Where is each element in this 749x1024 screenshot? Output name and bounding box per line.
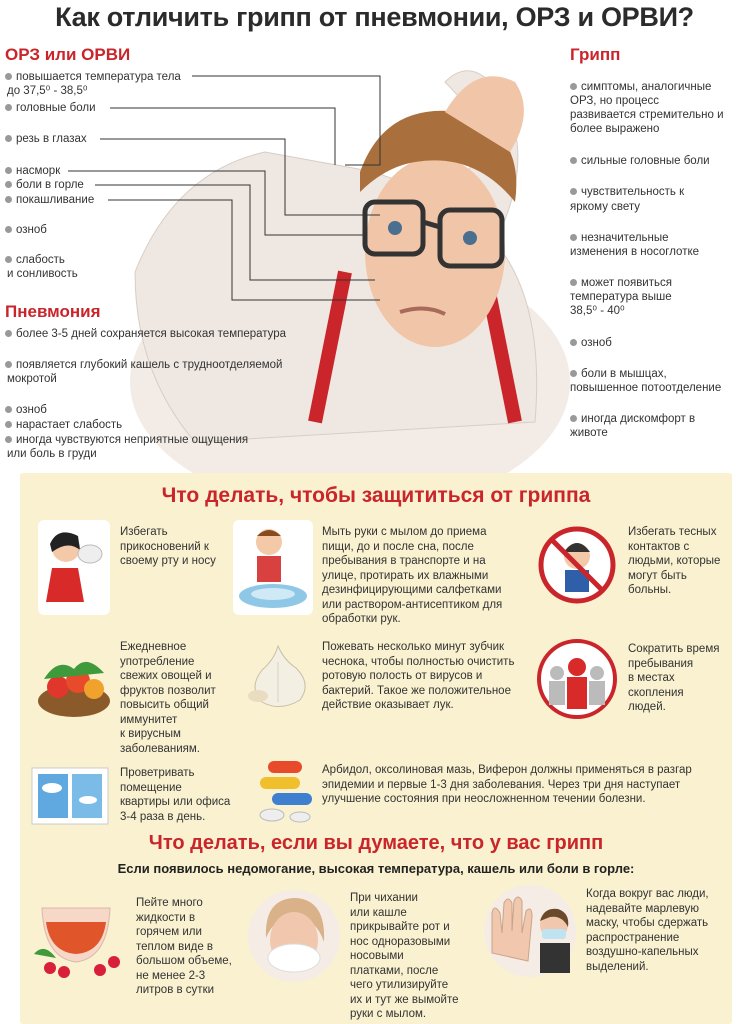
crowd-avoid-sign-icon xyxy=(535,637,619,721)
flu-item: чувствительность к xyxy=(570,185,684,199)
flu-item: озноб xyxy=(570,336,612,350)
boy-washing-hands-icon xyxy=(233,520,313,615)
ifflu-title: Что делать, если вы думаете, что у вас грипп xyxy=(148,832,604,854)
flu-item: сильные головные боли xyxy=(570,154,710,168)
flu-item: 38,5⁰ - 40⁰ xyxy=(570,305,625,317)
woman-with-mask-icon xyxy=(478,883,582,979)
flu-item: более выражено xyxy=(570,123,660,135)
flu-item: яркому свету xyxy=(570,201,641,213)
pneumonia-item: иногда чувствуются неприятные ощущения xyxy=(5,433,248,447)
page-title: Как отличить грипп от пневмонии, ОРЗ и ОРВИ? xyxy=(55,2,694,32)
tip-garlic: Пожевать несколько минут зубчик чеснока, чтобы полностью очистить ротовую полость от вирусов и бактерий. Такое же положительное действие оказывает лук. xyxy=(322,641,515,711)
flu-item: боли в мышцах, xyxy=(570,367,667,381)
tip-wash-hands: Мыть руки с мылом до приема пищи, до и после сна, после пребывания в транспорте и на улице, протирать их влажными дезинфицирующими салфетками или раствором-антисептиком для обработки рук. xyxy=(322,526,503,625)
orz-item: боли в горле xyxy=(5,178,84,192)
orz-heading: ОРЗ или ОРВИ xyxy=(5,45,131,64)
pneumonia-item: мокротой xyxy=(7,373,57,385)
flu-item: симптомы, аналогичные xyxy=(570,80,711,94)
pneumonia-item: более 3-5 дней сохраняется высокая температура xyxy=(5,327,286,341)
orz-item: головные боли xyxy=(5,101,96,115)
flu-item: животе xyxy=(570,427,608,439)
open-window-icon xyxy=(30,766,110,826)
flu-item: повышенное потоотделение xyxy=(570,382,722,394)
flu-heading: Грипп xyxy=(570,45,621,64)
vegetables-bowl-icon xyxy=(34,643,114,725)
flu-item: может появиться xyxy=(570,276,672,290)
tip-avoid-touching: Избегать прикосновений к своему рту и носу xyxy=(120,526,216,567)
orz-item: слабость xyxy=(5,253,65,267)
tip-fresh-vegetables: Ежедневное употребление свежих овощей и фруктов позволит повысить общий иммунитет к вирусным заболеваниям. xyxy=(120,641,216,755)
flu-item: незначительные xyxy=(570,231,669,245)
protect-title: Что делать, чтобы защититься от гриппа xyxy=(161,484,591,507)
flu-item: иногда дискомфорт в xyxy=(570,412,695,426)
orz-item: и сонливость xyxy=(7,268,78,280)
flu-item: развивается стремительно и xyxy=(570,109,724,121)
tip-antiviral-drugs: Арбидол, оксолиновая мазь, Виферон должны применяться в разгар эпидемии и первые 1-3 дня заболевания. Через три дня наступает улучшение состояния при неосложненном течении болезни. xyxy=(322,764,692,805)
flu-item: температура выше xyxy=(570,291,672,303)
pneumonia-item: озноб xyxy=(5,403,47,417)
ifflu-subtitle: Если появилось недомогание, высокая температура, кашель или боли в горле: xyxy=(117,861,635,876)
orz-item: резь в глазах xyxy=(5,132,87,146)
orz-item: повышается температура тела xyxy=(5,70,181,84)
tip-drink-fluids: Пейте много жидкости в горячем или теплом виде в большом объеме, не менее 2-3 литров в сутки xyxy=(136,897,232,996)
no-contact-sign-icon xyxy=(537,520,617,610)
tip-avoid-contacts: Избегать тесных контактов с людьми, которые могут быть больны. xyxy=(628,526,721,596)
pneumonia-item: появляется глубокий кашель с трудноотделяемой xyxy=(5,358,282,372)
tip-wear-mask: Когда вокруг вас люди, надевайте марлевую маску, чтобы сдержать распространение воздушно-капельных выделений. xyxy=(586,888,709,973)
tea-cup-icon xyxy=(30,888,130,980)
tip-ventilate: Проветривать помещение квартиры или офиса 3-4 раза в день. xyxy=(120,767,231,823)
garlic-icon xyxy=(240,640,318,710)
flu-item: ОРЗ, но процесс xyxy=(570,95,660,107)
pneumonia-item: или боль в груди xyxy=(7,448,97,460)
woman-sneezing-tissue-icon xyxy=(246,888,342,984)
orz-item: насморк xyxy=(5,164,60,178)
tip-cover-mouth: При чихании или кашле прикрывайте рот и нос одноразовыми носовыми платками, после чего утилизируйте их и тут же вымойте руки с мылом. xyxy=(350,892,459,1020)
flu-item: изменения в носоглотке xyxy=(570,246,700,258)
orz-item: покашливание xyxy=(5,193,94,207)
medicine-pills-icon xyxy=(254,755,318,827)
girl-sneezing-icon xyxy=(38,520,110,615)
orz-item: озноб xyxy=(5,223,47,237)
tip-reduce-crowds: Сократить время пребывания в местах скопления людей. xyxy=(628,643,720,713)
pneumonia-item: нарастает слабость xyxy=(5,418,122,432)
pneumonia-heading: Пневмония xyxy=(5,302,101,321)
orz-item: до 37,5⁰ - 38,5⁰ xyxy=(7,85,88,97)
